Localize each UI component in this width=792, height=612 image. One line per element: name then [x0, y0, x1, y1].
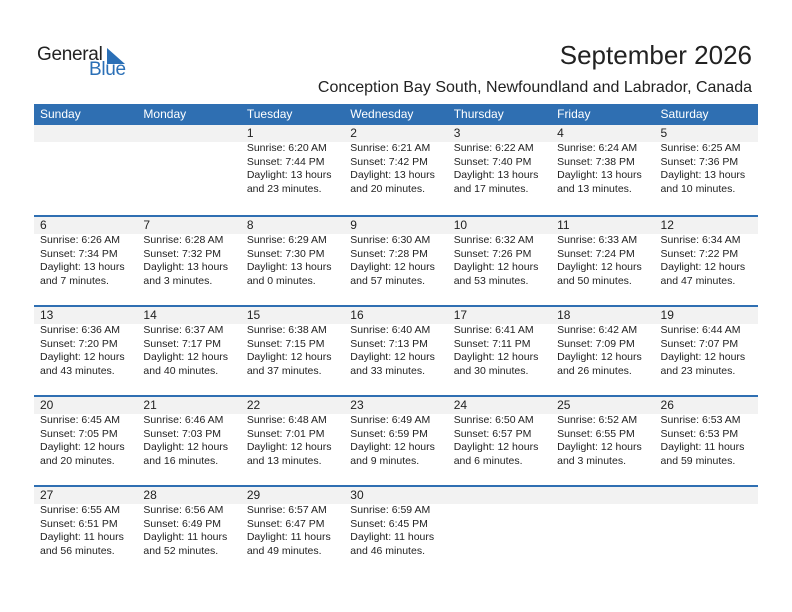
day-cell	[551, 307, 654, 378]
day-number: 16	[350, 308, 364, 322]
sunrise-time: Sunrise: 6:25 AM	[660, 142, 741, 154]
daylight-hours: Daylight: 13 hours	[453, 169, 539, 182]
sunrise-time: Sunrise: 6:57 AM	[246, 504, 327, 516]
daylight-hours: Daylight: 12 hours	[660, 261, 746, 274]
daylight-hours: Daylight: 13 hours	[40, 261, 125, 274]
weekday-header	[34, 104, 758, 125]
daylight-minutes: and 50 minutes.	[557, 274, 632, 287]
day-cell	[448, 125, 551, 196]
sunrise-time: Sunrise: 6:52 AM	[557, 414, 638, 426]
daylight-hours: Daylight: 13 hours	[350, 169, 435, 182]
daylight-minutes: and 20 minutes.	[40, 454, 115, 467]
day-cell	[137, 487, 240, 558]
sunset-time: Sunset: 6:45 PM	[350, 517, 428, 530]
daylight-minutes: and 47 minutes.	[660, 274, 736, 287]
brand-logo-blue: Blue	[89, 59, 126, 80]
daylight-hours: Daylight: 11 hours	[660, 441, 745, 454]
daylight-minutes: and 3 minutes.	[143, 274, 213, 287]
daylight-minutes: and 40 minutes.	[143, 364, 219, 377]
sunrise-time: Sunrise: 6:37 AM	[143, 324, 224, 336]
daylight-hours: Daylight: 13 hours	[660, 169, 746, 182]
sunset-time: Sunset: 7:15 PM	[246, 337, 325, 350]
daylight-hours: Daylight: 12 hours	[40, 441, 125, 454]
day-number: 4	[557, 126, 564, 140]
daylight-minutes: and 59 minutes.	[660, 454, 736, 467]
sunset-time: Sunset: 7:42 PM	[350, 155, 428, 168]
day-cell	[241, 487, 344, 558]
daylight-hours: Daylight: 11 hours	[143, 531, 228, 544]
sunrise-time: Sunrise: 6:42 AM	[557, 324, 638, 336]
day-number: 6	[40, 218, 47, 232]
day-number: 29	[246, 488, 261, 502]
daylight-hours: Daylight: 13 hours	[143, 261, 229, 274]
sunrise-time: Sunrise: 6:21 AM	[350, 142, 431, 154]
sunset-time: Sunset: 7:13 PM	[350, 337, 428, 350]
day-number: 19	[660, 308, 674, 322]
day-cell	[241, 125, 344, 196]
sunrise-time: Sunrise: 6:48 AM	[246, 414, 327, 426]
sunset-time: Sunset: 7:44 PM	[246, 155, 325, 168]
daylight-minutes: and 52 minutes.	[143, 544, 219, 557]
location-subtitle: Conception Bay South, Newfoundland and Labrador, Canada	[317, 79, 752, 96]
day-number: 30	[350, 488, 364, 502]
sunset-time: Sunset: 7:01 PM	[246, 427, 325, 440]
sunset-time: Sunset: 7:28 PM	[350, 247, 428, 260]
sunset-time: Sunset: 6:51 PM	[40, 517, 118, 530]
day-number: 23	[350, 398, 364, 412]
sunset-time: Sunset: 7:24 PM	[557, 247, 635, 260]
sunset-time: Sunset: 7:34 PM	[40, 247, 118, 260]
daylight-minutes: and 13 minutes.	[557, 182, 632, 195]
day-cell	[448, 217, 551, 288]
day-number: 5	[660, 126, 668, 140]
day-cell	[551, 125, 654, 196]
sunset-time: Sunset: 7:05 PM	[40, 427, 118, 440]
sunset-time: Sunset: 6:53 PM	[660, 427, 739, 440]
daylight-minutes: and 23 minutes.	[660, 364, 736, 377]
day-number: 20	[40, 398, 54, 412]
daylight-hours: Daylight: 12 hours	[246, 351, 332, 364]
day-number: 18	[557, 308, 571, 322]
weekday-friday: Friday	[557, 107, 591, 121]
sunset-time: Sunset: 7:36 PM	[660, 155, 739, 168]
daylight-hours: Daylight: 13 hours	[246, 261, 332, 274]
day-number: 11	[557, 218, 570, 232]
sunrise-time: Sunrise: 6:28 AM	[143, 234, 224, 246]
daylight-hours: Daylight: 13 hours	[557, 169, 642, 182]
day-cell	[241, 397, 344, 468]
day-number: 15	[246, 308, 261, 322]
sunrise-time: Sunrise: 6:20 AM	[246, 142, 327, 154]
daylight-hours: Daylight: 12 hours	[660, 351, 746, 364]
day-cell	[344, 125, 447, 196]
daylight-minutes: and 23 minutes.	[246, 182, 322, 195]
day-number: 21	[143, 398, 157, 412]
day-cell	[241, 307, 344, 378]
sunrise-time: Sunrise: 6:30 AM	[350, 234, 431, 246]
day-cell	[448, 307, 551, 378]
daylight-minutes: and 0 minutes.	[246, 274, 316, 287]
sunset-time: Sunset: 7:11 PM	[453, 337, 531, 350]
sunrise-time: Sunrise: 6:29 AM	[246, 234, 327, 246]
day-cell	[137, 307, 240, 378]
sunset-time: Sunset: 6:47 PM	[246, 517, 325, 530]
week-cells	[34, 487, 758, 558]
sunrise-time: Sunrise: 6:24 AM	[557, 142, 638, 154]
daylight-hours: Daylight: 12 hours	[557, 441, 642, 454]
sunrise-time: Sunrise: 6:45 AM	[40, 414, 120, 426]
week-cells	[34, 217, 758, 288]
daylight-hours: Daylight: 11 hours	[246, 531, 331, 544]
daylight-minutes: and 3 minutes.	[557, 454, 626, 467]
sunset-time: Sunset: 7:40 PM	[453, 155, 532, 168]
day-number: 1	[246, 126, 254, 140]
calendar-week-row	[34, 305, 758, 395]
sunset-time: Sunset: 7:32 PM	[143, 247, 222, 260]
day-number: 25	[557, 398, 571, 412]
sunset-time: Sunset: 6:59 PM	[350, 427, 428, 440]
daylight-hours: Daylight: 12 hours	[143, 351, 229, 364]
sunrise-time: Sunrise: 6:55 AM	[40, 504, 120, 516]
day-number: 10	[453, 218, 468, 232]
day-cell	[34, 487, 137, 558]
daylight-hours: Daylight: 11 hours	[350, 531, 435, 544]
page-title: September 2026	[559, 40, 752, 70]
calendar-week-row	[34, 215, 758, 305]
daylight-minutes: and 17 minutes.	[453, 182, 529, 195]
daylight-hours: Daylight: 12 hours	[350, 261, 435, 274]
day-number: 28	[143, 488, 157, 502]
day-cell	[137, 397, 240, 468]
day-cell	[34, 397, 137, 468]
daylight-hours: Daylight: 12 hours	[350, 441, 435, 454]
calendar-weeks	[34, 125, 758, 575]
day-number: 14	[143, 308, 157, 322]
day-number: 3	[453, 126, 461, 140]
calendar-week-row	[34, 125, 758, 215]
weekday-sunday: Sunday	[40, 107, 81, 121]
empty-day-cell	[137, 125, 240, 196]
day-number: 17	[453, 308, 468, 322]
weekday-monday: Monday	[143, 107, 187, 121]
daylight-minutes: and 7 minutes.	[40, 274, 109, 287]
day-cell	[34, 217, 137, 288]
daylight-minutes: and 13 minutes.	[246, 454, 322, 467]
daylight-minutes: and 26 minutes.	[557, 364, 632, 377]
daylight-minutes: and 9 minutes.	[350, 454, 420, 467]
day-number: 8	[246, 218, 254, 232]
sunset-time: Sunset: 7:07 PM	[660, 337, 739, 350]
calendar-week-row	[34, 395, 758, 485]
daylight-minutes: and 33 minutes.	[350, 364, 425, 377]
day-cell	[137, 217, 240, 288]
sunset-time: Sunset: 7:22 PM	[660, 247, 739, 260]
daylight-hours: Daylight: 12 hours	[143, 441, 229, 454]
day-number: 13	[40, 308, 54, 322]
daylight-hours: Daylight: 12 hours	[453, 351, 539, 364]
daylight-minutes: and 43 minutes.	[40, 364, 115, 377]
daylight-minutes: and 30 minutes.	[453, 364, 529, 377]
day-cell	[34, 307, 137, 378]
sunset-time: Sunset: 6:57 PM	[453, 427, 532, 440]
sunrise-time: Sunrise: 6:33 AM	[557, 234, 638, 246]
sunset-time: Sunset: 7:20 PM	[40, 337, 118, 350]
sunset-time: Sunset: 7:17 PM	[143, 337, 222, 350]
sunset-time: Sunset: 6:49 PM	[143, 517, 222, 530]
sunset-time: Sunset: 7:30 PM	[246, 247, 325, 260]
day-cell	[655, 307, 758, 378]
day-number: 26	[660, 398, 674, 412]
week-cells	[34, 397, 758, 468]
sunrise-time: Sunrise: 6:44 AM	[660, 324, 741, 336]
day-cell	[655, 125, 758, 196]
day-number: 9	[350, 218, 357, 232]
daylight-hours: Daylight: 12 hours	[453, 441, 539, 454]
weekday-thursday: Thursday	[453, 107, 504, 121]
day-cell	[655, 217, 758, 288]
day-number: 7	[143, 218, 151, 232]
daylight-minutes: and 6 minutes.	[453, 454, 523, 467]
sunset-time: Sunset: 7:09 PM	[557, 337, 635, 350]
day-number: 24	[453, 398, 468, 412]
sunset-time: Sunset: 6:55 PM	[557, 427, 635, 440]
weekday-wednesday: Wednesday	[350, 107, 414, 121]
sunrise-time: Sunrise: 6:49 AM	[350, 414, 431, 426]
weekday-saturday: Saturday	[660, 107, 709, 121]
day-cell	[448, 397, 551, 468]
day-number: 12	[660, 218, 674, 232]
week-cells	[34, 307, 758, 378]
sunset-time: Sunset: 7:03 PM	[143, 427, 222, 440]
sunrise-time: Sunrise: 6:38 AM	[246, 324, 327, 336]
empty-day-cell	[34, 125, 137, 196]
daylight-hours: Daylight: 12 hours	[350, 351, 435, 364]
day-number: 27	[40, 488, 54, 502]
brand-logo-general: General	[37, 44, 103, 65]
sunrise-time: Sunrise: 6:26 AM	[40, 234, 120, 246]
sunrise-time: Sunrise: 6:53 AM	[660, 414, 741, 426]
sunrise-time: Sunrise: 6:32 AM	[453, 234, 534, 246]
sunrise-time: Sunrise: 6:34 AM	[660, 234, 741, 246]
daylight-minutes: and 37 minutes.	[246, 364, 322, 377]
daylight-minutes: and 16 minutes.	[143, 454, 219, 467]
sunset-time: Sunset: 7:26 PM	[453, 247, 532, 260]
daylight-minutes: and 57 minutes.	[350, 274, 425, 287]
daylight-hours: Daylight: 12 hours	[557, 261, 642, 274]
day-cell	[344, 397, 447, 468]
day-cell	[344, 307, 447, 378]
day-cell	[655, 397, 758, 468]
daylight-minutes: and 49 minutes.	[246, 544, 322, 557]
brand-logo	[37, 44, 137, 84]
daylight-hours: Daylight: 12 hours	[453, 261, 539, 274]
daylight-minutes: and 10 minutes.	[660, 182, 736, 195]
sunset-time: Sunset: 7:38 PM	[557, 155, 635, 168]
daylight-hours: Daylight: 12 hours	[246, 441, 332, 454]
daylight-minutes: and 56 minutes.	[40, 544, 115, 557]
daylight-minutes: and 20 minutes.	[350, 182, 425, 195]
daylight-minutes: and 53 minutes.	[453, 274, 529, 287]
sunrise-time: Sunrise: 6:22 AM	[453, 142, 534, 154]
day-number: 22	[246, 398, 261, 412]
day-cell	[551, 397, 654, 468]
day-cell	[344, 487, 447, 558]
daylight-minutes: and 46 minutes.	[350, 544, 425, 557]
calendar-grid	[34, 104, 758, 575]
sunrise-time: Sunrise: 6:56 AM	[143, 504, 224, 516]
weekday-tuesday: Tuesday	[246, 107, 293, 121]
day-cell	[241, 217, 344, 288]
day-cell	[344, 217, 447, 288]
daylight-hours: Daylight: 13 hours	[246, 169, 332, 182]
daylight-hours: Daylight: 12 hours	[557, 351, 642, 364]
sunrise-time: Sunrise: 6:36 AM	[40, 324, 120, 336]
sunrise-time: Sunrise: 6:59 AM	[350, 504, 431, 516]
empty-day-cell	[655, 487, 758, 558]
empty-day-cell	[551, 487, 654, 558]
calendar-week-row	[34, 485, 758, 575]
week-cells	[34, 125, 758, 196]
sunrise-time: Sunrise: 6:40 AM	[350, 324, 431, 336]
sunrise-time: Sunrise: 6:50 AM	[453, 414, 534, 426]
daylight-hours: Daylight: 11 hours	[40, 531, 124, 544]
empty-day-cell	[448, 487, 551, 558]
day-cell	[551, 217, 654, 288]
day-number: 2	[350, 126, 357, 140]
sunrise-time: Sunrise: 6:41 AM	[453, 324, 534, 336]
sunrise-time: Sunrise: 6:46 AM	[143, 414, 224, 426]
daylight-hours: Daylight: 12 hours	[40, 351, 125, 364]
